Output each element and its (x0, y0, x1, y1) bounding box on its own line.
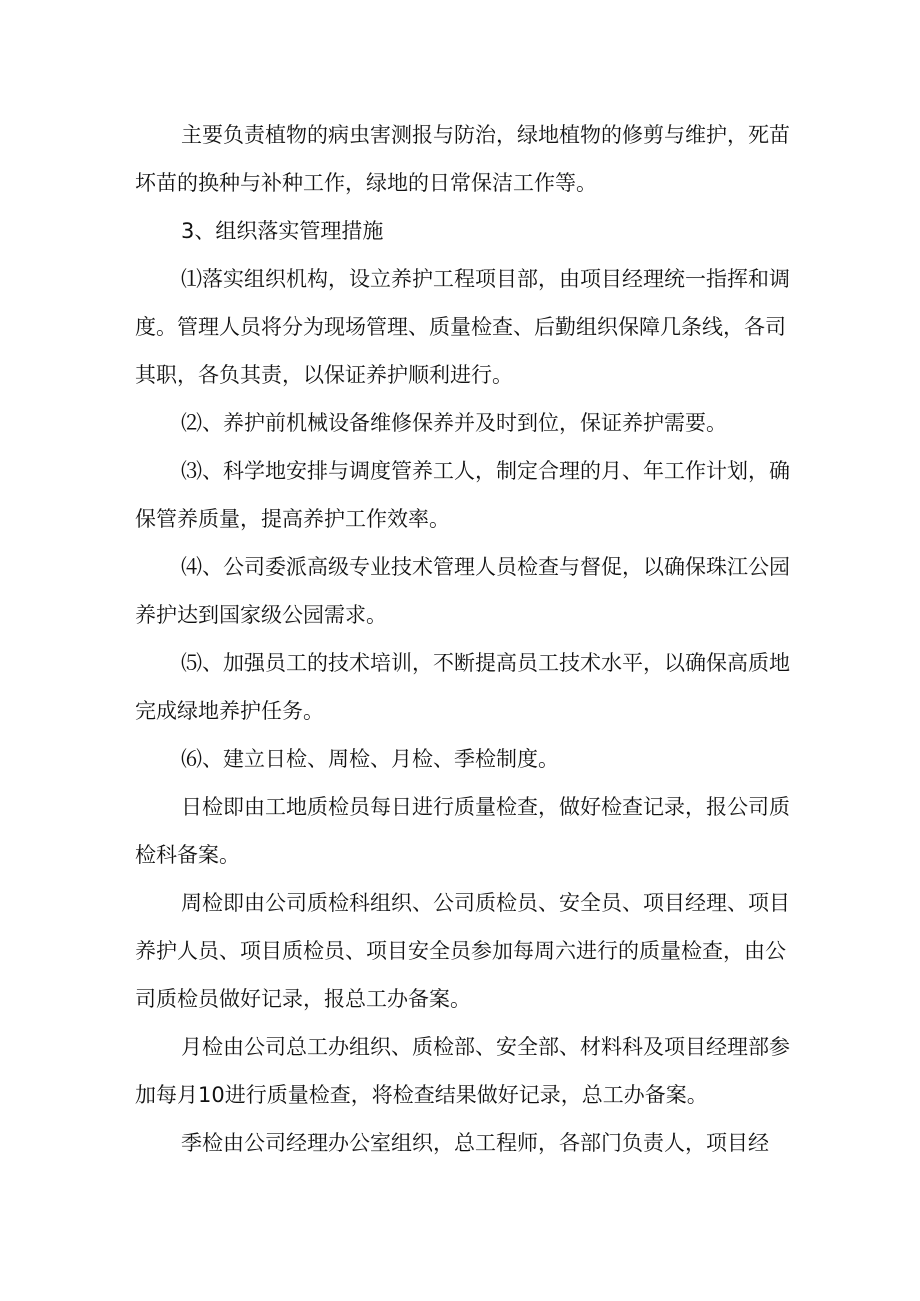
paragraph-item-5: ⑸、加强员工的技术培训，不断提高员工技术水平，以确保高质地完成绿地养护任务。 (135, 651, 790, 723)
paragraph-item-4: ⑷、公司委派高级专业技术管理人员检查与督促，以确保珠江公园养护达到国家级公园需求。 (135, 555, 790, 627)
paragraph-duties: 主要负责植物的病虫害测报与防治，绿地植物的修剪与维护，死苗坏苗的换种与补种工作，绿地的日常保洁工作等。 (135, 123, 790, 195)
paragraph-item-6: ⑹、建立日检、周检、月检、季检制度。 (181, 747, 559, 771)
paragraph-item-1: ⑴落实组织机构，设立养护工程项目部，由项目经理统一指挥和调度。管理人员将分为现场管理、质量检查、后勤组织保障几条线，各司其职，各负其责，以保证养护顺利进行。 (135, 267, 790, 387)
paragraph-weekly-check: 周检即由公司质检科组织、公司质检员、安全员、项目经理、项目养护人员、项目质检员、项目安全员参加每周六进行的质量检查，由公司质检员做好记录，报总工办备案。 (135, 891, 790, 1011)
paragraph-quarterly-check: 季检由公司经理办公室组织，总工程师，各部门负责人，项目经 (181, 1131, 769, 1155)
paragraph-monthly-check: 月检由公司总工办组织、质检部、安全部、材料科及项目经理部参加每月10进行质量检查，将检查结果做好记录，总工办备案。 (135, 1035, 790, 1107)
paragraph-daily-check: 日检即由工地质检员每日进行质量检查，做好检查记录，报公司质检科备案。 (135, 795, 790, 867)
paragraph-item-3: ⑶、科学地安排与调度管养工人，制定合理的月、年工作计划，确保管养质量，提高养护工作效率。 (135, 459, 790, 531)
paragraph-item-2: ⑵、养护前机械设备维修保养并及时到位，保证养护需要。 (181, 411, 727, 435)
document-body (135, 111, 795, 1167)
heading-management-measures: 3、组织落实管理措施 (181, 219, 384, 243)
